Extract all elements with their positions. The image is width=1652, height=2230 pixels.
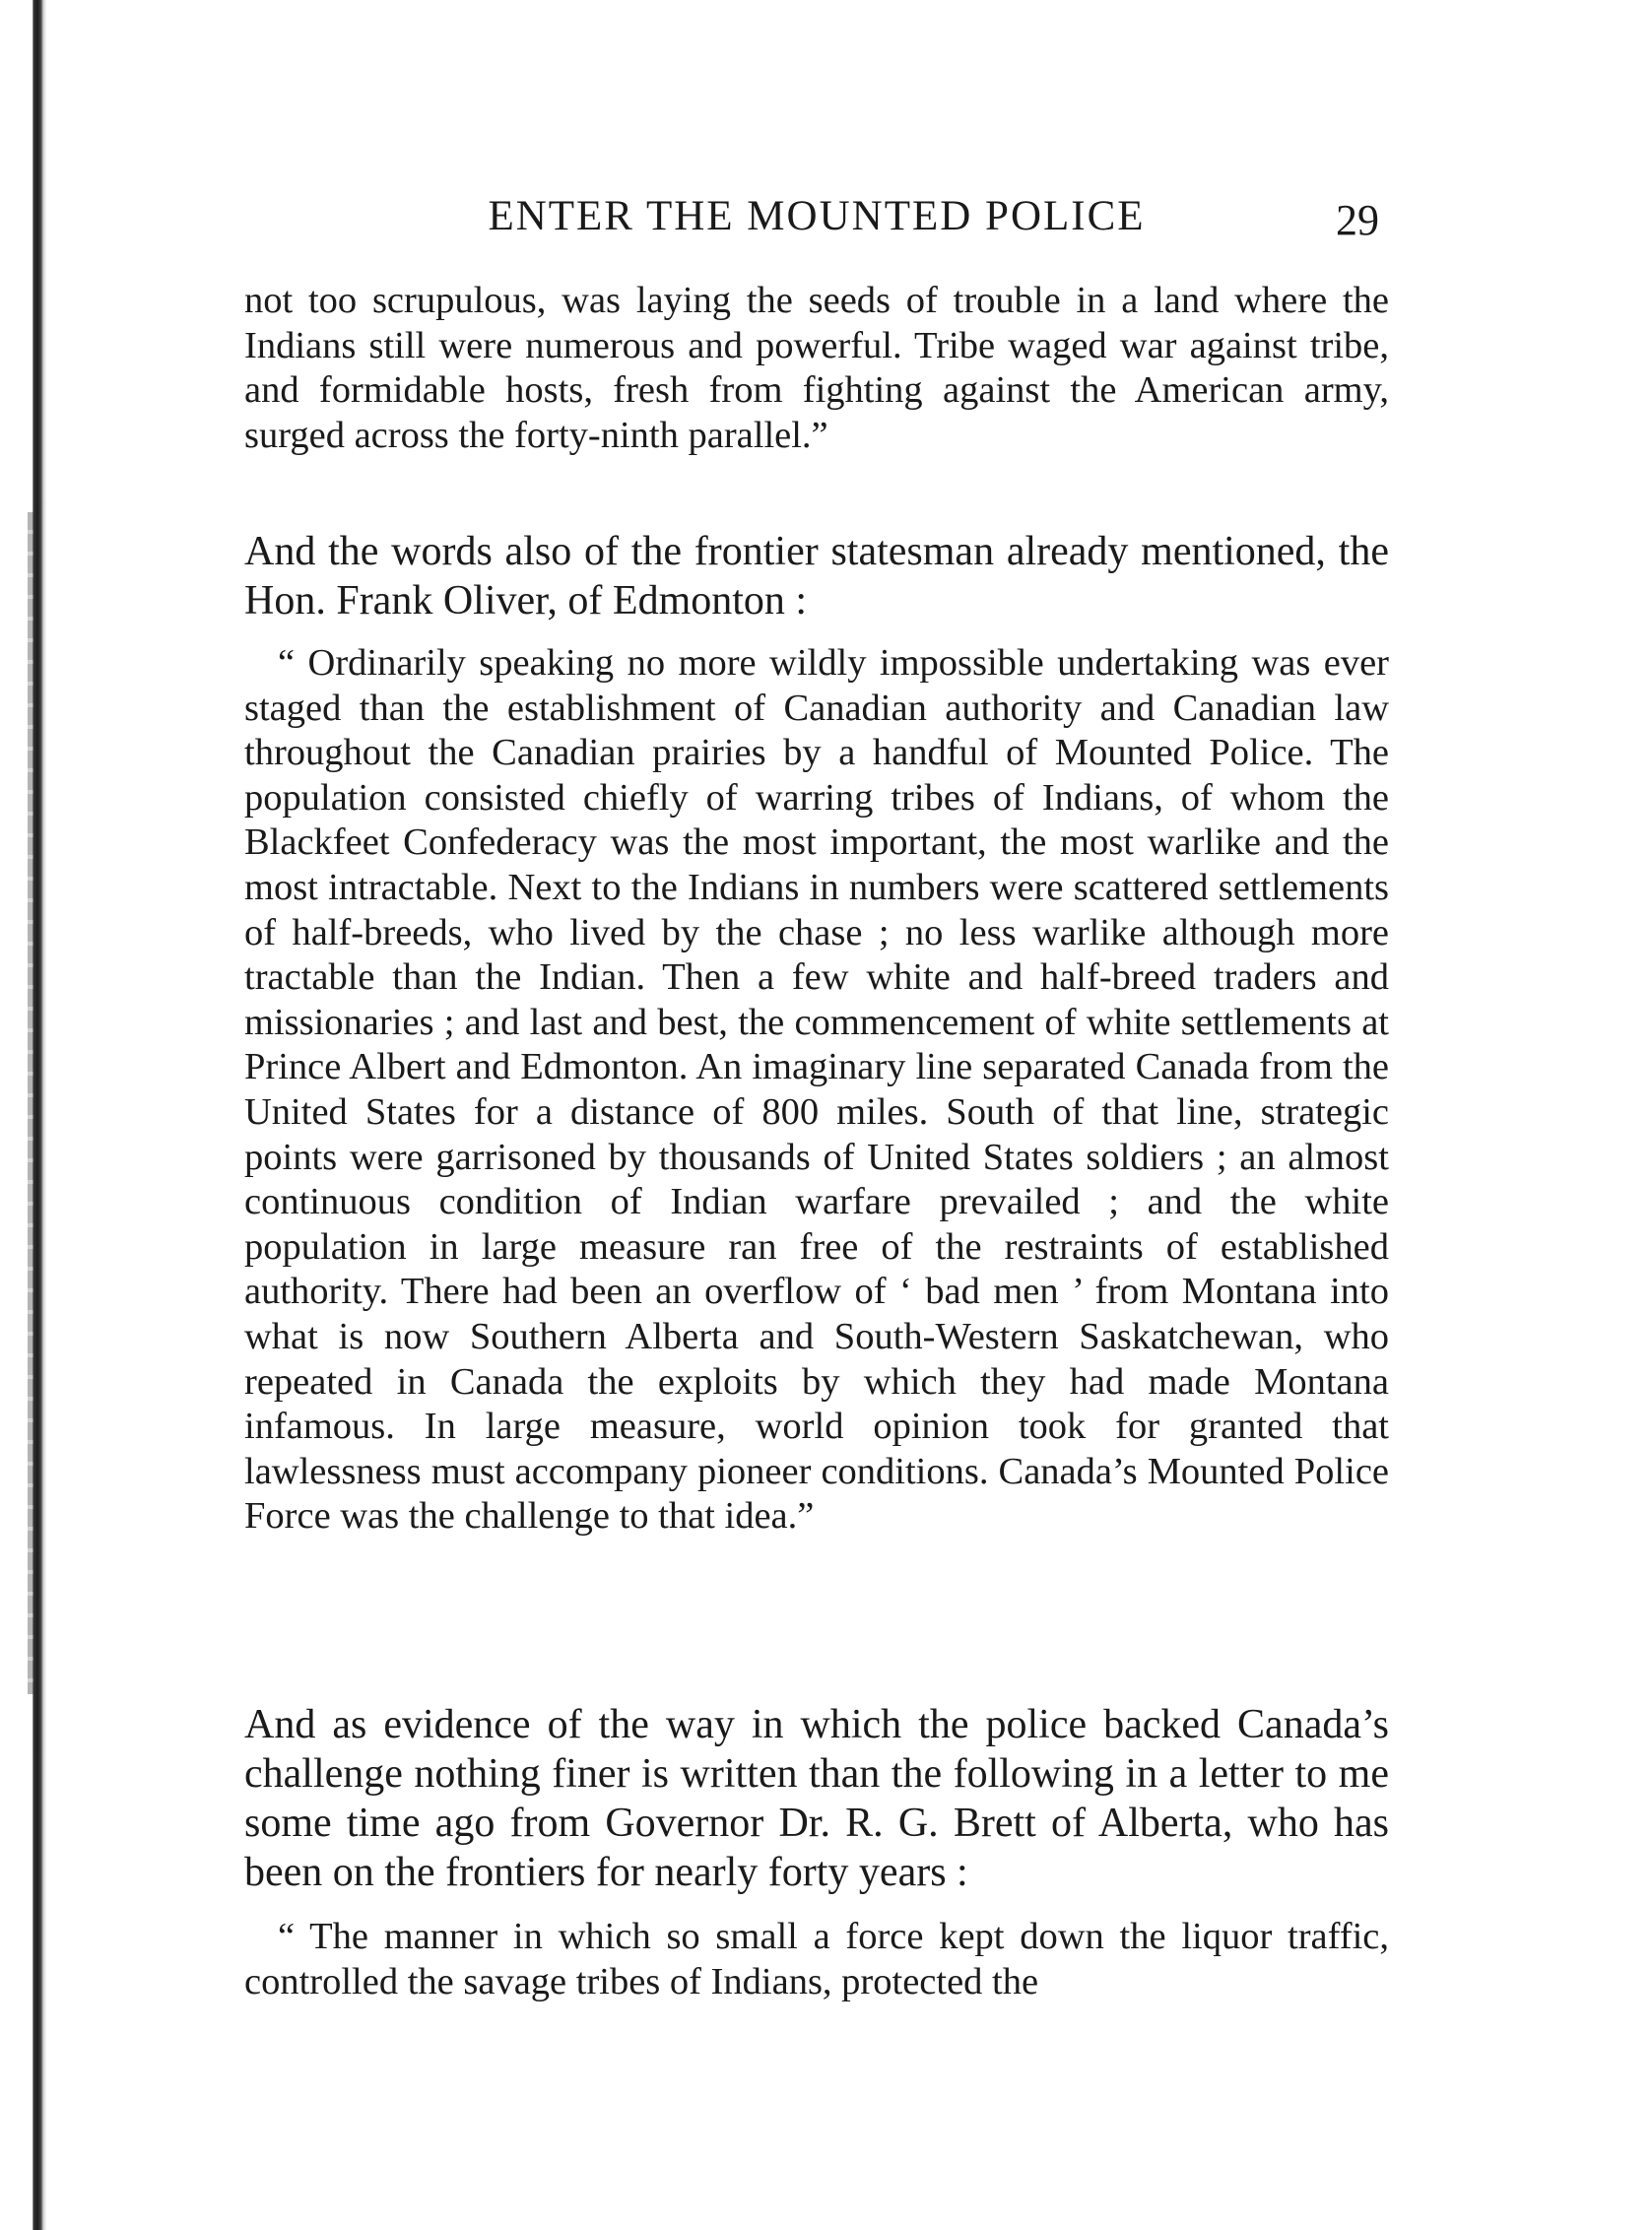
running-head: [244, 187, 1389, 246]
page-number: 29: [1336, 196, 1379, 244]
intro-paragraph-oliver: And the words also of the frontier statesman already mentioned, the Hon. Frank Oliver, of Edmonton :: [244, 529, 1389, 623]
binding-edge-shadow: [18, 0, 59, 2230]
intro-paragraph-brett: And as evidence of the way in which the police backed Canada’s challenge nothing finer is written than the following in a letter to me some time ago from Governor Dr. R. G. Brett of Alberta, who has been on the frontiers for nearly forty years :: [244, 1702, 1389, 1895]
quote-continuation-paragraph: not too scrupulous, was laying the seeds of trouble in a land where the Indians still were numerous and powerful. Tribe waged war against tribe, and formidable hosts, fresh from fighting against the American army, surged across the forty-ninth parallel.”: [244, 280, 1389, 456]
running-head-title: ENTER THE MOUNTED POLICE: [488, 193, 1146, 239]
quote-paragraph-oliver: “ Ordinarily speaking no more wildly impossible undertaking was ever staged than the establishment of Canadian authority and Canadian law throughout the Canadian prairies by a handful of Mounted Police. The population consisted chiefly of warring tribes of Indians, of whom the Blackfeet Confederacy was the most important, the most warlike and the most intractable. Next to the Indians in numbers were scattered settlements of half-breeds, who lived by the chase ; no less warlike although more tractable than the Indian. Then a few white and half-breed traders and missionaries ; and last and best, the commencement of white settlements at Prince Albert and Edmonton. An imaginary line separated Canada from the United States for a distance of 800 miles. South of that line, strategic points were garrisoned by thousands of United States soldiers ; an almost continuous condition of Indian warfare prevailed ; and the white population in large measure ran free of the restraints of established authority. There had been an overflow of ‘ bad men ’ from Montana into what is now Southern Alberta and South-Western Saskatchewan, who repeated in Canada the exploits by which they had made Montana infamous. In large measure, world opinion took for granted that lawlessness must accompany pioneer conditions. Canada’s Mounted Police Force was the challenge to that idea.”: [244, 642, 1389, 1538]
quote-paragraph-brett: “ The manner in which so small a force kept down the liquor traffic, controlled the savage tribes of Indians, protected the: [244, 1916, 1389, 2002]
